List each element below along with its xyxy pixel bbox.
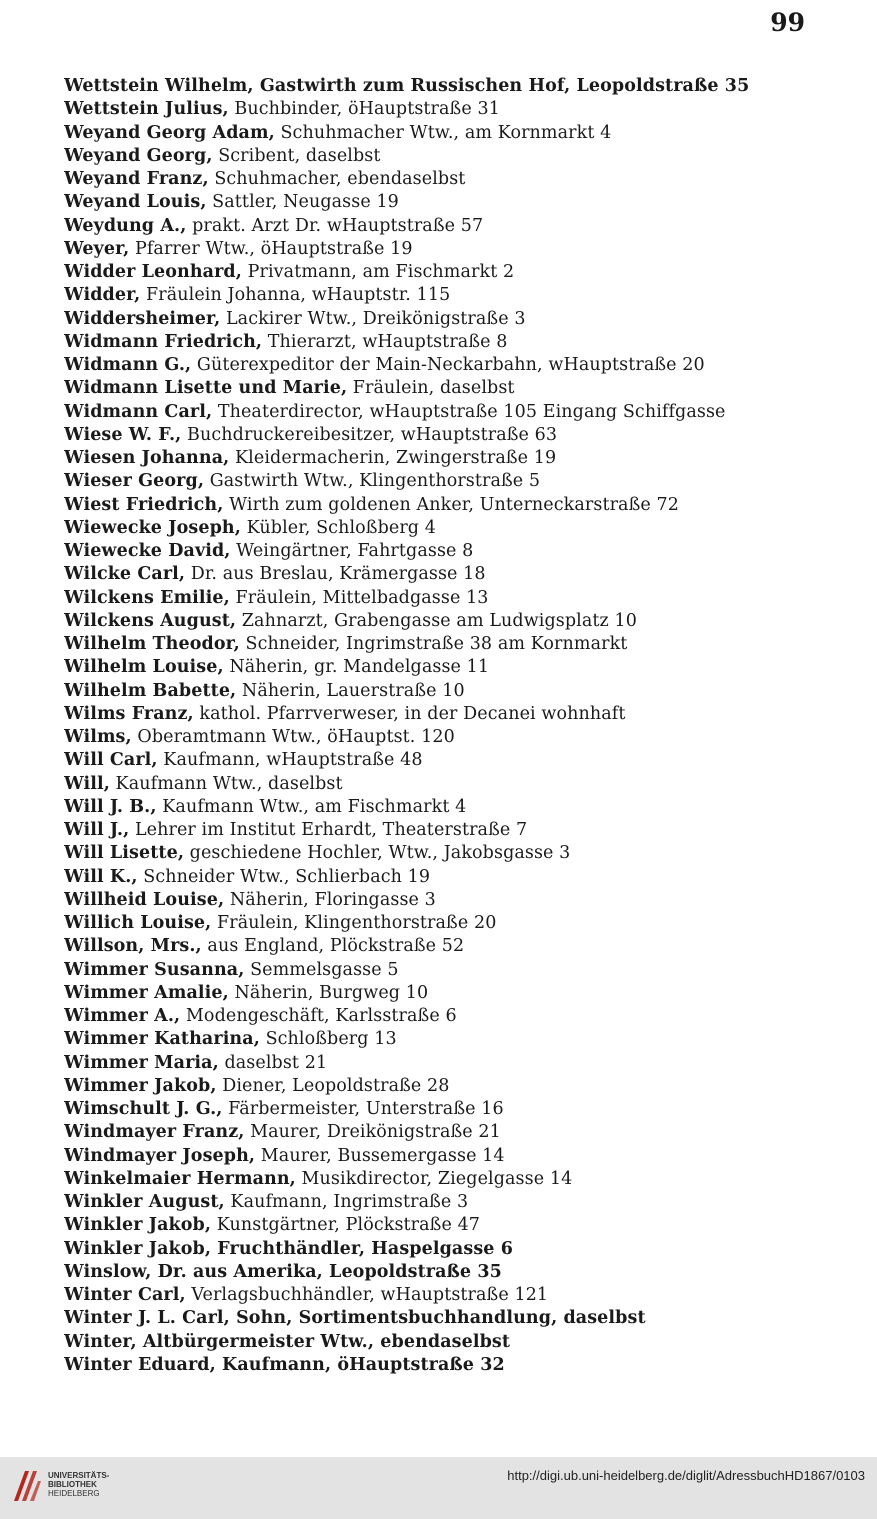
entry-name: Wettstein Julius,	[64, 99, 229, 120]
entry-name: Wiest Friedrich,	[64, 494, 224, 515]
entry-name: Wimmer Susanna,	[64, 959, 245, 980]
directory-entry	[64, 1354, 854, 1377]
entry-name: Wilms,	[64, 727, 132, 747]
entry-details: Kübler, Schloßberg 4	[240, 517, 436, 538]
directory-entry	[64, 889, 854, 912]
entry-name: Wimmer Maria,	[64, 1052, 219, 1073]
directory-entry	[64, 331, 854, 354]
directory-entry	[64, 819, 854, 842]
entry-details: Semmelsgasse 5	[244, 959, 399, 980]
entry-details: Güterexpeditor der Main-Neckarbahn, wHauptstraße 20	[191, 355, 705, 375]
logo-line: UNIVERSITÄTS-	[48, 1471, 110, 1480]
entry-name: Winslow, Dr.	[64, 1261, 187, 1282]
entry-details: Altbürgermeister Wtw., ebendaselbst	[136, 1331, 511, 1352]
entry-details: Weingärtner, Fahrtgasse 8	[230, 541, 474, 561]
entry-name: Wilcke Carl,	[64, 564, 186, 585]
entry-details: Schuhmacher, ebendaselbst	[208, 169, 466, 189]
entry-details: Wirth zum goldenen Anker, Unterneckarstraße 72	[223, 494, 679, 515]
directory-entry	[64, 1121, 854, 1144]
source-url-link[interactable]: http://digi.ub.uni-heidelberg.de/diglit/AdressbuchHD1867/0103	[507, 1468, 865, 1483]
entry-details: Näherin, Floringasse 3	[224, 889, 436, 910]
entry-details: Sohn, Sortimentsbuchhandlung, daselbst	[229, 1308, 646, 1329]
page-number: 99	[770, 8, 805, 37]
entry-details: Kaufmann, Ingrimstraße 3	[224, 1192, 469, 1212]
entry-name: Will,	[64, 773, 110, 794]
entry-name: Weyand Franz,	[64, 169, 209, 189]
entry-name: Wilms Franz,	[64, 703, 194, 724]
entry-details: aus Amerika, Leopoldstraße 35	[186, 1261, 502, 1282]
directory-entry	[64, 191, 854, 214]
directory-entry	[64, 168, 854, 191]
directory-entry	[64, 587, 854, 610]
directory-entry	[64, 122, 854, 145]
entry-details: Kaufmann, wHauptstraße 48	[157, 750, 423, 771]
entry-name: Wimmer A.,	[64, 1006, 181, 1026]
entry-name: Wettstein Wilhelm,	[64, 76, 254, 96]
entry-name: Winkelmaier Hermann,	[64, 1168, 296, 1189]
entry-details: Pfarrer Wtw., öHauptstraße 19	[129, 238, 413, 259]
directory-entry	[64, 726, 854, 749]
entry-details: Buchbinder, öHauptstraße 31	[228, 99, 500, 120]
entry-details: Näherin, gr. Mandelgasse 11	[223, 657, 490, 678]
directory-entry	[64, 1052, 854, 1075]
directory-entry	[64, 494, 854, 517]
entry-name: Wilhelm Louise,	[64, 657, 224, 678]
entry-details: Verlagsbuchhändler, wHauptstraße 121	[185, 1285, 549, 1305]
library-logo-text	[48, 1471, 109, 1498]
entry-details: Scribent, daselbst	[212, 145, 381, 166]
entry-details: Fräulein Johanna, wHauptstr. 115	[140, 285, 451, 306]
directory-entry	[64, 982, 854, 1005]
entry-details: Schuhmacher Wtw., am Kornmarkt 4	[274, 122, 612, 143]
entry-details: Schloßberg 13	[259, 1029, 397, 1050]
entry-name: Will J.,	[64, 820, 130, 840]
entry-details: Kaufmann, öHauptstraße 32	[215, 1354, 505, 1375]
entry-details: prakt. Arzt Dr. wHauptstraße 57	[186, 215, 484, 236]
directory-entry	[64, 145, 854, 168]
entry-details: Oberamtmann Wtw., öHauptst. 120	[131, 727, 455, 747]
entry-name: Wilckens August,	[64, 610, 237, 631]
university-library-logo-icon	[10, 1467, 44, 1505]
entry-name: Winkler August,	[64, 1192, 225, 1212]
directory-entry	[64, 1028, 854, 1051]
entry-details: Musikdirector, Ziegelgasse 14	[295, 1168, 573, 1189]
entry-details: Maurer, Bussemergasse 14	[255, 1145, 505, 1166]
entry-name: Windmayer Franz,	[64, 1122, 245, 1143]
footer-bar	[0, 1457, 877, 1519]
entry-details: daselbst 21	[218, 1052, 328, 1073]
entry-name: Weyer,	[64, 238, 130, 259]
entry-name: Widmann G.,	[64, 355, 192, 375]
entry-details: aus England, Plöckstraße 52	[201, 936, 465, 957]
entry-name: Weydung A.,	[64, 215, 187, 236]
directory-entry	[64, 261, 854, 284]
entry-name: Wilhelm Babette,	[64, 680, 237, 701]
entry-name: Widmann Lisette und Marie,	[64, 378, 348, 399]
entry-name: Wimmer Amalie,	[64, 982, 229, 1003]
entry-details: Kleidermacherin, Zwingerstraße 19	[229, 448, 557, 468]
entry-name: Weyand Louis,	[64, 192, 207, 213]
entry-name: Will Lisette,	[64, 843, 185, 864]
entry-details: Lehrer im Institut Erhardt, Theaterstraße 7	[129, 820, 528, 840]
entry-details: Gastwirth zum Russischen Hof, Leopoldstraße 35	[253, 76, 750, 96]
directory-entry	[64, 563, 854, 586]
entry-details: kathol. Pfarrverweser, in der Decanei wohnhaft	[193, 703, 626, 724]
entry-name: Wimmer Jakob,	[64, 1075, 217, 1096]
directory-entries	[64, 75, 854, 1377]
entry-name: Winter J. L. Carl,	[64, 1308, 230, 1329]
entry-details: Theaterdirector, wHauptstraße 105 Eingang Schiffgasse	[212, 401, 726, 422]
entry-name: Willich Louise,	[64, 913, 212, 933]
entry-details: Diener, Leopoldstraße 28	[216, 1075, 450, 1096]
directory-entry	[64, 75, 854, 98]
entry-details: Privatmann, am Fischmarkt 2	[241, 262, 515, 282]
directory-entry	[64, 540, 854, 563]
directory-entry	[64, 773, 854, 796]
directory-entry	[64, 866, 854, 889]
entry-name: Widmann Friedrich,	[64, 331, 263, 352]
entry-name: Weyand Georg,	[64, 145, 213, 166]
entry-details: Fräulein, daselbst	[347, 378, 515, 399]
directory-entry	[64, 1214, 854, 1237]
entry-details: Modengeschäft, Karlsstraße 6	[180, 1006, 457, 1026]
entry-name: Will K.,	[64, 866, 138, 887]
entry-details: Maurer, Dreikönigstraße 21	[244, 1122, 501, 1143]
entry-name: Will J. B.,	[64, 796, 157, 817]
entry-name: Wiewecke David,	[64, 541, 231, 561]
entry-name: Widdersheimer,	[64, 308, 221, 329]
directory-entry	[64, 424, 854, 447]
directory-entry	[64, 1005, 854, 1028]
directory-entry	[64, 284, 854, 307]
entry-details: Kaufmann Wtw., am Fischmarkt 4	[156, 796, 467, 817]
entry-details: Färbermeister, Unterstraße 16	[222, 1099, 504, 1119]
directory-entry	[64, 1238, 854, 1261]
entry-details: Dr. aus Breslau, Krämergasse 18	[185, 564, 486, 585]
directory-entry	[64, 377, 854, 400]
directory-entry	[64, 1075, 854, 1098]
directory-entry	[64, 1331, 854, 1354]
entry-details: Fräulein, Klingenthorstraße 20	[211, 913, 497, 933]
directory-entry	[64, 703, 854, 726]
entry-name: Widder,	[64, 285, 141, 306]
directory-entry	[64, 935, 854, 958]
directory-entry	[64, 308, 854, 331]
directory-entry	[64, 749, 854, 772]
entry-name: Wilckens Emilie,	[64, 587, 230, 608]
entry-name: Wiewecke Joseph,	[64, 517, 241, 538]
entry-name: Widmann Carl,	[64, 401, 213, 422]
directory-entry	[64, 470, 854, 493]
entry-details: Näherin, Burgweg 10	[228, 982, 429, 1003]
entry-name: Wimmer Katharina,	[64, 1029, 260, 1050]
directory-entry	[64, 1168, 854, 1191]
entry-details: Lackirer Wtw., Dreikönigstraße 3	[220, 308, 526, 329]
directory-entry	[64, 354, 854, 377]
directory-entry	[64, 633, 854, 656]
entry-details: Fräulein, Mittelbadgasse 13	[229, 587, 489, 608]
entry-name: Widder Leonhard,	[64, 262, 242, 282]
entry-name: Wilhelm Theodor,	[64, 634, 240, 654]
directory-entry	[64, 215, 854, 238]
entry-name: Willson, Mrs.,	[64, 936, 202, 957]
entry-name: Wimschult J. G.,	[64, 1099, 223, 1119]
directory-entry	[64, 98, 854, 121]
entry-name: Winkler Jakob,	[64, 1215, 212, 1236]
entry-details: Schneider, Ingrimstraße 38 am Kornmarkt	[239, 634, 628, 654]
directory-entry	[64, 447, 854, 470]
directory-entry	[64, 1307, 854, 1330]
directory-entry	[64, 1098, 854, 1121]
entry-name: Windmayer Joseph,	[64, 1145, 256, 1166]
logo-line: HEIDELBERG	[48, 1489, 100, 1498]
entry-name: Winter Carl,	[64, 1285, 186, 1305]
entry-details: geschiedene Hochler, Wtw., Jakobsgasse 3	[184, 843, 571, 864]
entry-name: Willheid Louise,	[64, 889, 225, 910]
directory-entry	[64, 842, 854, 865]
directory-entry	[64, 238, 854, 261]
directory-entry	[64, 1261, 854, 1284]
entry-name: Will Carl,	[64, 750, 158, 771]
directory-entry	[64, 796, 854, 819]
entry-name: Winter Eduard,	[64, 1354, 216, 1375]
directory-entry	[64, 517, 854, 540]
entry-details: Fruchthändler, Haspelgasse 6	[211, 1238, 513, 1259]
directory-entry	[64, 1145, 854, 1168]
entry-details: Thierarzt, wHauptstraße 8	[262, 331, 508, 352]
entry-details: Gastwirth Wtw., Klingenthorstraße 5	[204, 471, 541, 492]
entry-name: Winkler Jakob,	[64, 1238, 212, 1259]
entry-details: Buchdruckereibesitzer, wHauptstraße 63	[181, 424, 558, 445]
entry-details: Sattler, Neugasse 19	[206, 192, 399, 213]
directory-entry	[64, 959, 854, 982]
logo-line: BIBLIOTHEK	[48, 1480, 97, 1489]
entry-name: Wiesen Johanna,	[64, 448, 230, 468]
entry-details: Kunstgärtner, Plöckstraße 47	[211, 1215, 481, 1236]
directory-entry	[64, 401, 854, 424]
entry-name: Winter,	[64, 1331, 137, 1352]
directory-entry	[64, 680, 854, 703]
entry-name: Wiese W. F.,	[64, 424, 182, 445]
entry-details: Zahnarzt, Grabengasse am Ludwigsplatz 10	[236, 610, 637, 631]
entry-name: Weyand Georg Adam,	[64, 122, 275, 143]
entry-name: Wieser Georg,	[64, 471, 205, 492]
directory-entry	[64, 1191, 854, 1214]
directory-entry	[64, 912, 854, 935]
entry-details: Kaufmann Wtw., daselbst	[109, 773, 343, 794]
directory-entry	[64, 1284, 854, 1307]
entry-details: Schneider Wtw., Schlierbach 19	[137, 866, 431, 887]
entry-details: Näherin, Lauerstraße 10	[236, 680, 465, 701]
library-logo[interactable]	[10, 1463, 110, 1511]
directory-entry	[64, 610, 854, 633]
directory-entry	[64, 656, 854, 679]
